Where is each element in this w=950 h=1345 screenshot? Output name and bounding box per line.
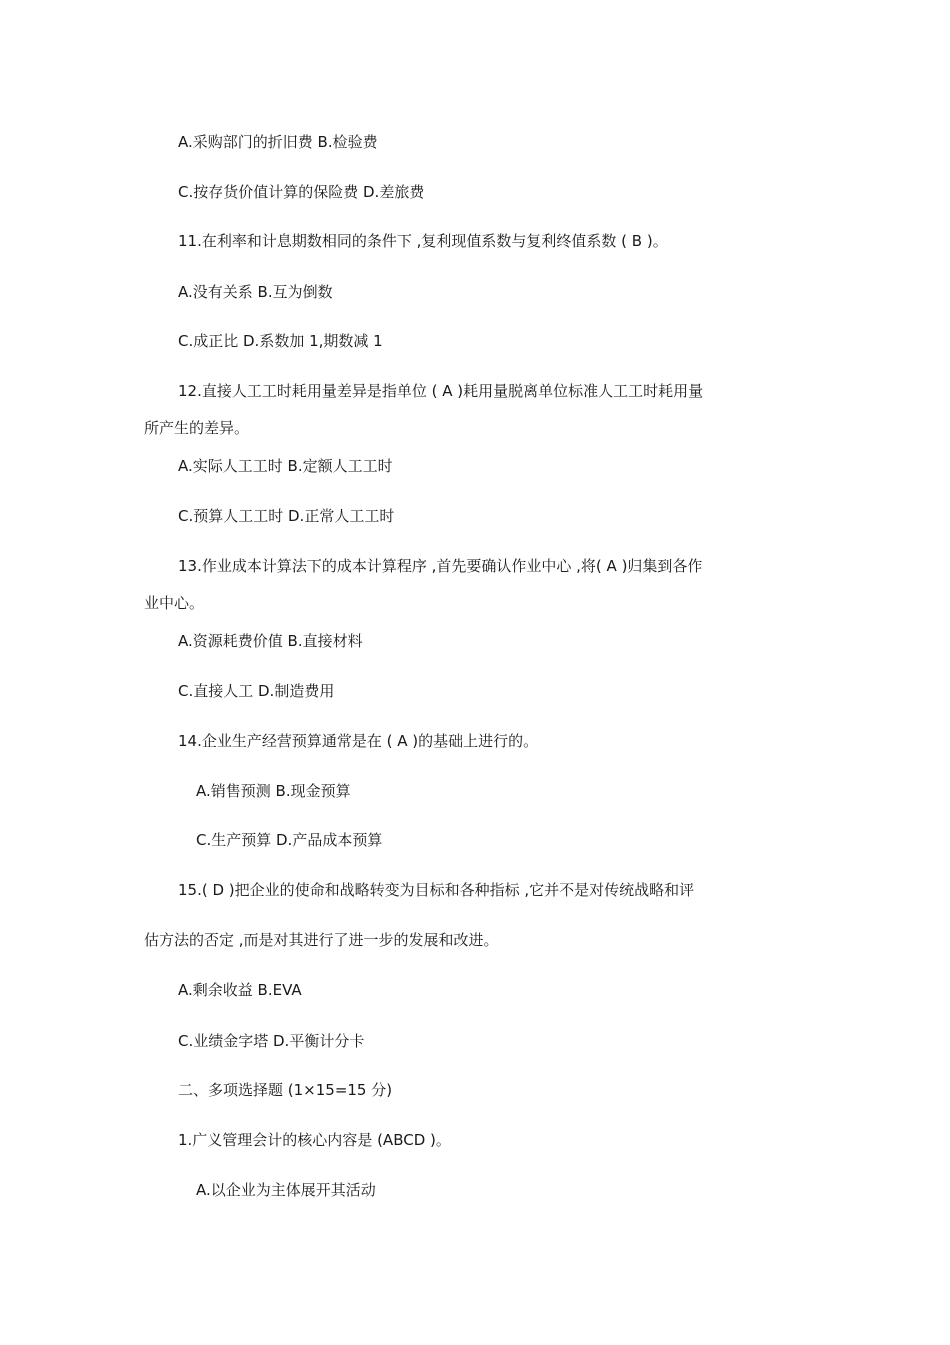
question-15: 15.( D )把企业的使命和战略转变为目标和各种指标 ,它并不是对传统战略和评: [178, 881, 695, 899]
multi-question-1: 1.广义管理会计的核心内容是 (ABCD )。: [178, 1131, 451, 1149]
option-line: C.按存货价值计算的保险费 D.差旅费: [178, 183, 425, 201]
option-line: A.资源耗费价值 B.直接材料: [178, 632, 363, 650]
option-line: C.成正比 D.系数加 1,期数减 1: [178, 332, 383, 350]
option-line: C.业绩金字塔 D.平衡计分卡: [178, 1032, 365, 1050]
option-line: C.预算人工工时 D.正常人工工时: [178, 507, 395, 525]
question-12-cont: 所产生的差异。: [144, 419, 250, 437]
option-line: A.采购部门的折旧费 B.检验费: [178, 133, 378, 151]
option-line: C.直接人工 D.制造费用: [178, 682, 335, 700]
option-line: A.没有关系 B.互为倒数: [178, 283, 333, 301]
option-line: A.以企业为主体展开其活动: [196, 1181, 376, 1199]
question-12: 12.直接人工工时耗用量差异是指单位 ( A )耗用量脱离单位标准人工工时耗用量: [178, 382, 704, 400]
option-line: A.剩余收益 B.EVA: [178, 981, 302, 999]
option-line: C.生产预算 D.产品成本预算: [196, 831, 383, 849]
question-14: 14.企业生产经营预算通常是在 ( A )的基础上进行的。: [178, 732, 539, 750]
question-15-cont: 估方法的否定 ,而是对其进行了进一步的发展和改进。: [144, 931, 499, 949]
question-13: 13.作业成本计算法下的成本计算程序 ,首先要确认作业中心 ,将( A )归集到各作: [178, 557, 703, 575]
option-line: A.销售预测 B.现金预算: [196, 782, 351, 800]
section-heading: 二、多项选择题 (1×15=15 分): [178, 1081, 393, 1099]
question-13-cont: 业中心。: [144, 594, 205, 612]
option-line: A.实际人工工时 B.定额人工工时: [178, 457, 393, 475]
question-11: 11.在利率和计息期数相同的条件下 ,复利现值系数与复利终值系数 ( B )。: [178, 232, 668, 250]
